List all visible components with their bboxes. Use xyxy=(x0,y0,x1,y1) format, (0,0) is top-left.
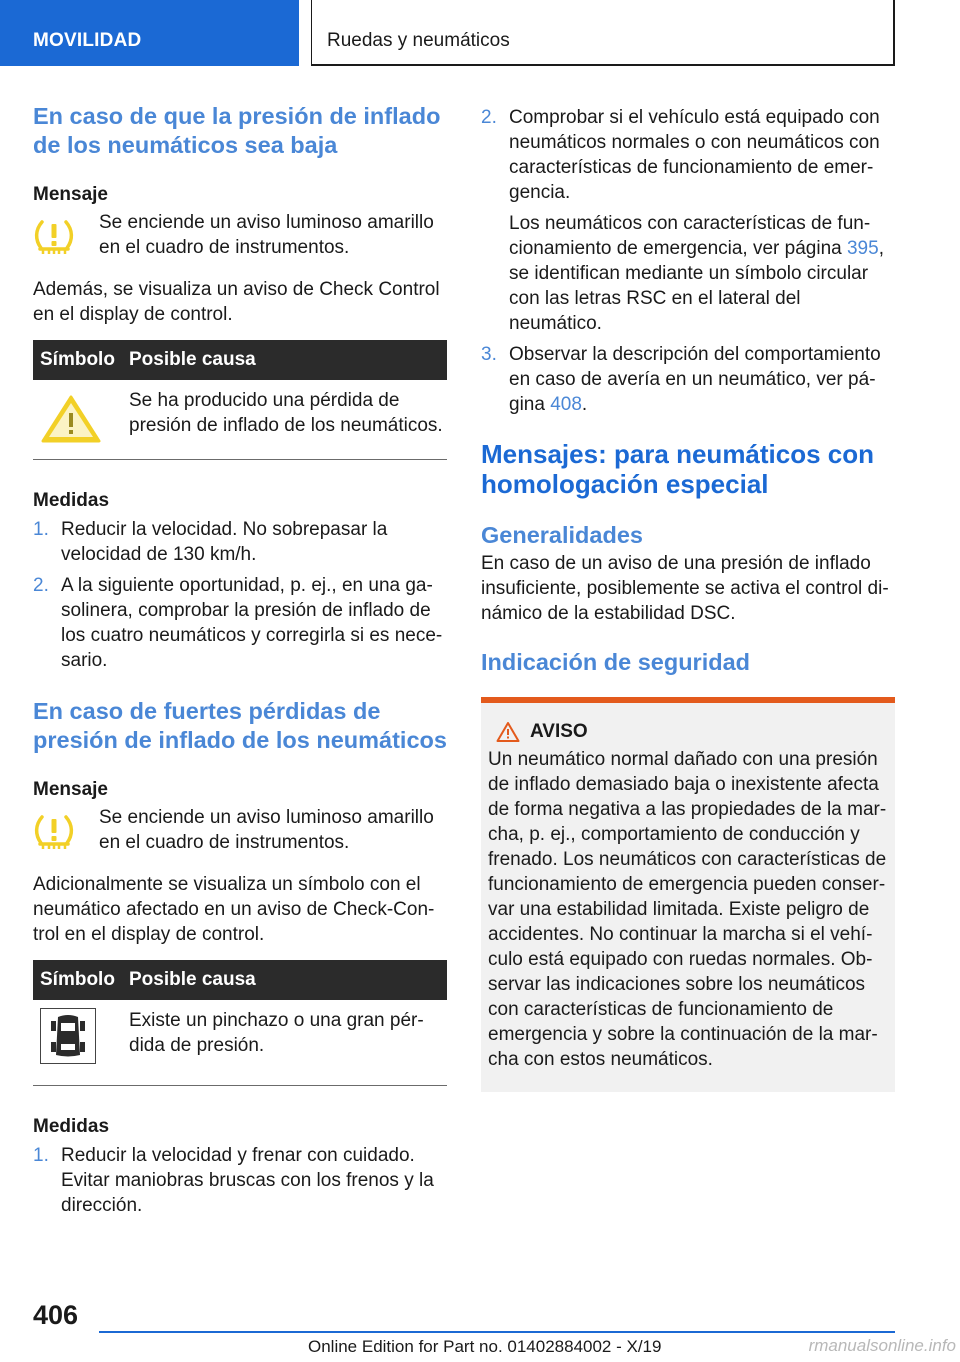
header-chapter-label: Ruedas y neumáticos xyxy=(327,30,510,51)
list-item: 1. Reducir la velocidad y frenar con cuidado. Evitar maniobras bruscas con los frenos y la dirección. xyxy=(33,1145,434,1216)
table-header-cause: Posible causa xyxy=(129,960,447,1000)
page-number: 406 xyxy=(33,1300,79,1330)
right-column xyxy=(481,100,895,1092)
message-row xyxy=(33,805,447,856)
message-row xyxy=(33,210,447,261)
car-tire-pressure-icon xyxy=(33,1000,129,1086)
section-title-low-pressure: En caso de que la presión de inflado de los neumáticos sea baja xyxy=(33,103,441,158)
warning-label: AVISO xyxy=(530,721,588,742)
tire-pressure-warning-icon xyxy=(33,210,99,261)
message-label: Mensaje xyxy=(33,184,108,205)
body-text: En caso de un aviso de una presión de inflado insuficiente, posiblemente se activa el control dinámico de la estabilidad DSC. xyxy=(481,553,889,624)
table-cell-cause: Existe un pinchazo o una gran pérdida de presión. xyxy=(129,1000,447,1086)
section-title-special-tires: Mensajes: para neumáticos con homologación especial xyxy=(481,439,875,499)
measures-label: Medidas xyxy=(33,1116,110,1137)
table-cell-cause: Se ha producido una pérdida de presión de inflado de los neumáticos. xyxy=(129,380,447,460)
table-header-symbol: Símbolo xyxy=(33,340,129,380)
message-text: Se enciende un aviso luminoso amarillo en el cuadro de instrumentos. xyxy=(99,807,434,853)
message-text: Se enciende un aviso luminoso amarillo en el cuadro de instrumentos. xyxy=(99,212,434,258)
measures-list xyxy=(33,517,447,673)
header-chapter-tab xyxy=(311,0,895,66)
warning-triangle-icon xyxy=(488,721,520,743)
warning-title xyxy=(488,721,887,743)
table-row xyxy=(33,380,447,460)
body-text: Adicionalmente se visualiza un símbolo con el neumático afectado en un aviso de Check-Control en el display de control. xyxy=(33,874,435,945)
page-link-395[interactable]: 395 xyxy=(846,238,879,259)
list-item: 2. A la siguiente oportunidad, p. ej., en una gasolinera, comprobar la presión de inflado de los cuatro neumáticos y corregirla si es necesario. xyxy=(33,575,443,671)
table-header-symbol: Símbolo xyxy=(33,960,129,1000)
subsection-title-safety: Indicación de seguridad xyxy=(481,649,750,675)
message-label: Mensaje xyxy=(33,779,108,800)
measures-label: Medidas xyxy=(33,490,110,511)
header-section-tab xyxy=(0,0,299,66)
page-link-408[interactable]: 408 xyxy=(550,394,582,415)
table-header-cause: Posible causa xyxy=(129,340,447,380)
list-item: 2. Comprobar si el vehículo está equipado con neumáticos normales o con neumáticos con características de funcionamiento de emergencia. Los neumáticos con características de funcionamiento de emergencia, ver página 395, se identifican mediante un símbolo circular con las letras RSC en el lateral del neumático. xyxy=(481,107,884,334)
subsection-title-general: Generalidades xyxy=(481,522,643,548)
measures-list xyxy=(33,1143,447,1218)
symbol-table xyxy=(33,960,447,1086)
warning-box xyxy=(481,697,895,1092)
footer-divider xyxy=(99,1331,895,1333)
symbol-table xyxy=(33,340,447,460)
list-item: 3. Observar la descripción del comportamiento en caso de avería en un neumático, ver página 408. xyxy=(481,344,881,415)
left-column xyxy=(33,100,447,1218)
table-row xyxy=(33,1000,447,1086)
watermark: rmanualsonline.info xyxy=(808,1336,956,1355)
warning-triangle-icon xyxy=(33,380,129,460)
header-section-label: MOVILIDAD xyxy=(33,30,142,51)
body-text: Además, se visualiza un aviso de Check Control en el display de control. xyxy=(33,279,440,325)
section-title-strong-loss: En caso de fuertes pérdidas de presión de inflado de los neumáticos xyxy=(33,698,447,753)
steps-list xyxy=(481,105,895,417)
tire-pressure-warning-icon xyxy=(33,805,99,856)
warning-text: Un neumático normal dañado con una presión de inflado demasiado baja o inexistente afecta de forma negativa a las propiedades de la marcha, p. ej., comportamiento de conducción y frenado. Los neumáticos con características de funcionamiento de emergencia pueden conservar una estabilidad limitada. Existe peligro de accidentes. No continuar la marcha si el vehículo está equipado con ruedas normales. Observar las indicaciones sobre los neumáticos con características de funcionamiento de emergencia y sobre la continuación de la marcha con estos neumáticos. xyxy=(488,749,887,1070)
list-item: 1. Reducir la velocidad. No sobrepasar la velocidad de 130 km/h. xyxy=(33,519,388,565)
footer-edition: Online Edition for Part no. 01402884002 - X/19 xyxy=(308,1337,662,1356)
